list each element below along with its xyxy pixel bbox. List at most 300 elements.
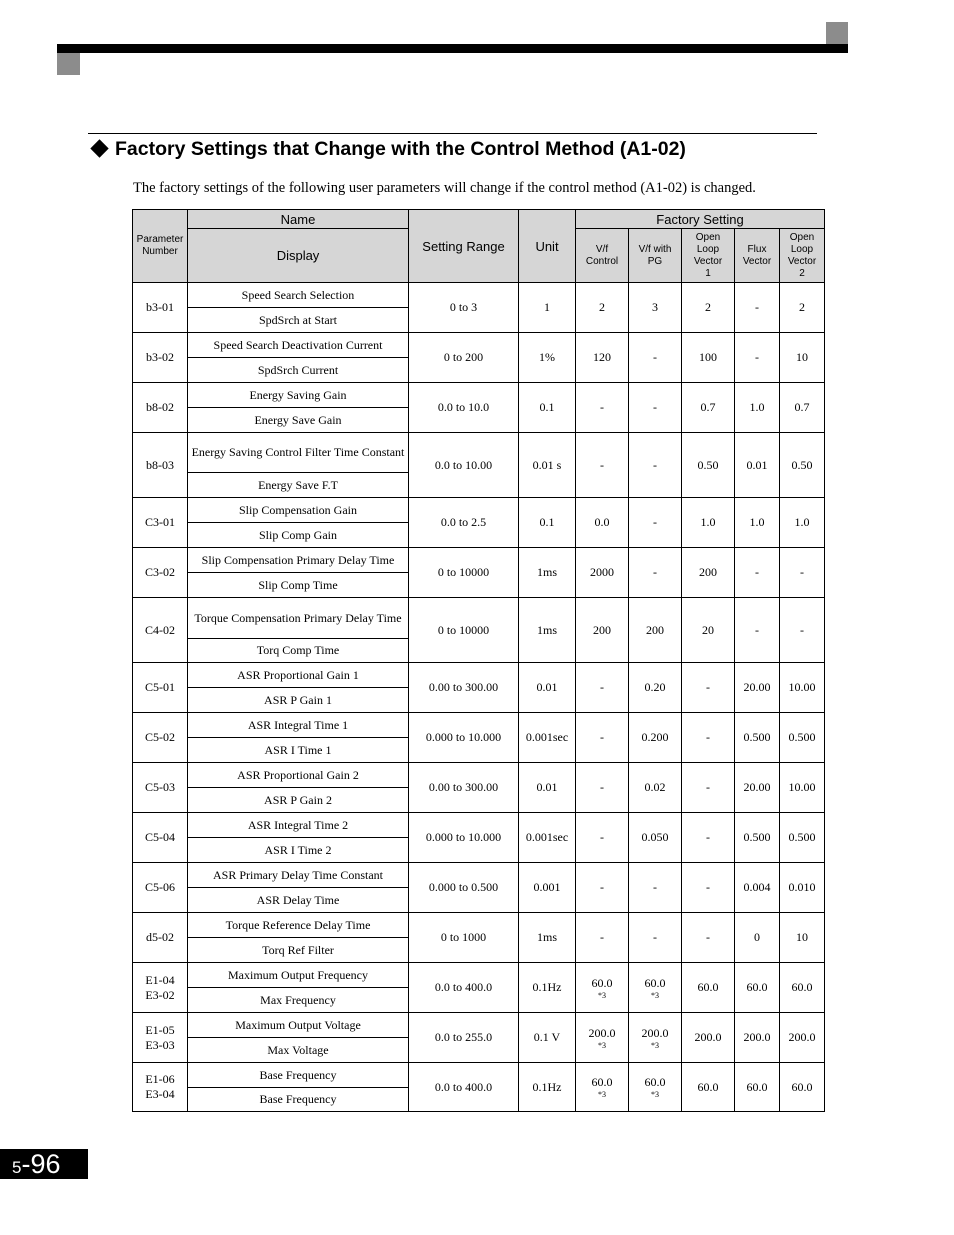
factory-value-text: 0.500 (743, 830, 771, 844)
param-number (133, 763, 188, 813)
param-code: C5-03 (145, 780, 175, 794)
factory-value-text: 200 (646, 622, 664, 637)
footnote-ref: *3 (651, 1090, 659, 1099)
factory-value (735, 433, 780, 498)
factory-value (682, 863, 735, 913)
header-setting-range: Setting Range (409, 210, 519, 283)
param-display: ASR I Time 2 (188, 838, 409, 863)
factory-value-text: 0.050 (641, 830, 669, 844)
param-number (133, 963, 188, 1013)
factory-value (682, 433, 735, 498)
factory-value (682, 1063, 735, 1112)
setting-range: 0.0 to 10.0 (409, 383, 519, 433)
setting-range: 0.000 to 10.000 (409, 813, 519, 863)
unit: 0.001sec (519, 713, 576, 763)
factory-value (682, 598, 735, 663)
setting-range: 0.000 to 0.500 (409, 863, 519, 913)
setting-range: 0.0 to 2.5 (409, 498, 519, 548)
table-row (133, 1013, 825, 1038)
factory-value (735, 598, 780, 663)
param-display: SpdSrch Current (188, 358, 409, 383)
factory-value-text: - (706, 780, 710, 794)
page-number: 5-96 (0, 1149, 88, 1179)
factory-value (735, 383, 780, 433)
factory-value (629, 598, 682, 663)
factory-value (780, 1063, 825, 1112)
factory-value-text: 60.0 (697, 1079, 719, 1094)
factory-value-text: - (653, 457, 657, 472)
factory-value-text: - (755, 300, 759, 314)
setting-range: 0.0 to 400.0 (409, 1063, 519, 1112)
param-code: E3-02 (145, 987, 175, 1002)
factory-value (735, 1013, 780, 1063)
factory-value (682, 283, 735, 333)
factory-value-text: - (706, 680, 710, 694)
param-name: Base Frequency (188, 1063, 409, 1088)
factory-value-text: 20.00 (743, 680, 771, 694)
factory-value-text: - (653, 400, 657, 414)
factory-value-text: 2 (599, 300, 605, 314)
factory-value-text: 0.0 (594, 515, 610, 529)
setting-range: 0 to 10000 (409, 598, 519, 663)
factory-value-text: - (800, 622, 804, 637)
table-row (133, 913, 825, 938)
factory-value-text: 60.0 (644, 975, 666, 990)
factory-value-text: 3 (652, 300, 658, 314)
param-number (133, 433, 188, 498)
factory-value-text: 200.0 (588, 1025, 616, 1040)
table-row (133, 1063, 825, 1088)
factory-value (780, 548, 825, 598)
unit: 0.1 V (519, 1013, 576, 1063)
factory-value (780, 813, 825, 863)
factory-value (780, 598, 825, 663)
unit: 0.1 (519, 498, 576, 548)
factory-value (629, 1013, 682, 1063)
factory-value-text: - (800, 565, 804, 579)
factory-value-text: 60.0 (746, 1079, 768, 1094)
factory-value-text: - (653, 515, 657, 529)
param-display: Slip Comp Gain (188, 523, 409, 548)
factory-value-text: 2 (705, 300, 711, 314)
corner-tab-right (826, 22, 848, 44)
factory-value-text: 0 (754, 930, 760, 944)
factory-value-text: 60.0 (697, 980, 719, 994)
intro-paragraph: The factory settings of the following user parameters will change if the control method (A1-02) is changed. (133, 180, 756, 196)
header-vf-control: V/f Control (576, 229, 629, 283)
factory-value (735, 498, 780, 548)
table-row (133, 813, 825, 838)
factory-value-text: 120 (593, 350, 611, 364)
table-row (133, 763, 825, 788)
param-display: Energy Save Gain (188, 408, 409, 433)
param-display: Torq Comp Time (188, 639, 409, 663)
factory-value (780, 1013, 825, 1063)
param-name: Maximum Output Frequency (188, 963, 409, 988)
factory-value (576, 713, 629, 763)
unit: 1% (519, 333, 576, 383)
param-name: ASR Integral Time 2 (188, 813, 409, 838)
header-unit: Unit (519, 210, 576, 283)
unit: 0.01 (519, 663, 576, 713)
param-number (133, 283, 188, 333)
factory-value (735, 548, 780, 598)
factory-value (780, 713, 825, 763)
factory-value-text: 0.500 (788, 730, 816, 744)
factory-value-text: - (653, 350, 657, 364)
factory-value (629, 813, 682, 863)
param-code: b8-02 (146, 400, 174, 414)
factory-value (576, 763, 629, 813)
param-number (133, 383, 188, 433)
factory-value (682, 1013, 735, 1063)
factory-value (629, 863, 682, 913)
factory-value (682, 713, 735, 763)
param-name: ASR Primary Delay Time Constant (188, 863, 409, 888)
factory-value-text: - (600, 730, 604, 744)
factory-value-text: 1.0 (700, 515, 716, 529)
factory-value (629, 913, 682, 963)
factory-value (780, 333, 825, 383)
header-flux-vector: Flux Vector (735, 229, 780, 283)
table-row (133, 713, 825, 738)
factory-value-text: - (600, 780, 604, 794)
factory-value-text: - (755, 565, 759, 579)
factory-value (682, 548, 735, 598)
factory-value-text: 0.004 (743, 880, 771, 894)
factory-value-text: 0.200 (641, 730, 669, 744)
param-number (133, 1013, 188, 1063)
setting-range: 0.0 to 400.0 (409, 963, 519, 1013)
setting-range: 0 to 1000 (409, 913, 519, 963)
header-open-loop-vector-1: Open Loop Vector 1 (682, 229, 735, 283)
param-name: Slip Compensation Gain (188, 498, 409, 523)
param-name: ASR Proportional Gain 2 (188, 763, 409, 788)
factory-value-text: 10 (796, 930, 808, 944)
setting-range: 0.00 to 300.00 (409, 763, 519, 813)
factory-value-text: 1.0 (749, 515, 765, 529)
factory-value-text: 20 (702, 622, 714, 637)
param-name: Slip Compensation Primary Delay Time (188, 548, 409, 573)
factory-value (735, 813, 780, 863)
factory-value (780, 383, 825, 433)
setting-range: 0 to 200 (409, 333, 519, 383)
param-number (133, 663, 188, 713)
factory-value-text: 60.0 (791, 980, 813, 994)
table-row (133, 863, 825, 888)
factory-value-text: 0.50 (791, 457, 813, 472)
factory-value-text: 60.0 (791, 1079, 813, 1094)
corner-tab-left (57, 53, 80, 75)
factory-value-text: 0.01 (746, 457, 768, 472)
factory-value (682, 913, 735, 963)
factory-value-text: 60.0 (644, 1075, 666, 1089)
factory-value (629, 383, 682, 433)
param-name: Speed Search Deactivation Current (188, 333, 409, 358)
factory-value-text: - (755, 350, 759, 364)
factory-value-text: 2 (799, 300, 805, 314)
heading-rule (88, 133, 817, 134)
factory-value-text: 200 (699, 565, 717, 579)
factory-value (629, 433, 682, 498)
factory-value-text: - (653, 565, 657, 579)
param-display: Max Voltage (188, 1038, 409, 1063)
factory-value (780, 763, 825, 813)
factory-value (576, 863, 629, 913)
param-number (133, 1063, 188, 1112)
factory-value (682, 383, 735, 433)
factory-value-text: - (600, 400, 604, 414)
factory-value (735, 663, 780, 713)
param-number (133, 548, 188, 598)
factory-value-text: 100 (699, 350, 717, 364)
factory-value-text: 200.0 (641, 1025, 669, 1040)
param-name: Energy Saving Gain (188, 383, 409, 408)
footnote-ref: *3 (598, 1040, 606, 1050)
factory-value (629, 713, 682, 763)
setting-range: 0.00 to 300.00 (409, 663, 519, 713)
param-code: b8-03 (146, 457, 174, 472)
factory-value (629, 498, 682, 548)
param-code: E1-04 (145, 972, 175, 987)
header-open-loop-vector-2: Open Loop Vector 2 (780, 229, 825, 283)
unit: 0.001 (519, 863, 576, 913)
factory-value (735, 1063, 780, 1112)
factory-value-text: 0.7 (794, 400, 810, 414)
param-name: Energy Saving Control Filter Time Constant (188, 433, 409, 473)
param-code: E1-06 (145, 1072, 175, 1086)
parameter-table (132, 209, 825, 1112)
factory-value-text: 0.7 (700, 400, 716, 414)
footnote-ref: *3 (651, 1040, 659, 1050)
factory-value (780, 498, 825, 548)
factory-value (780, 283, 825, 333)
footnote-ref: *3 (598, 1090, 606, 1099)
factory-value (682, 663, 735, 713)
factory-value (735, 713, 780, 763)
param-name: ASR Proportional Gain 1 (188, 663, 409, 688)
factory-value (629, 283, 682, 333)
factory-value (576, 383, 629, 433)
param-display: Base Frequency (188, 1088, 409, 1112)
factory-value (629, 963, 682, 1013)
header-parameter-number: Parameter Number (133, 210, 188, 283)
param-code: C5-04 (145, 830, 175, 844)
table-row (133, 383, 825, 408)
param-code: d5-02 (146, 930, 174, 944)
factory-value-text: - (706, 880, 710, 894)
unit: 0.01 s (519, 433, 576, 498)
table-row (133, 598, 825, 639)
factory-value-text: - (755, 622, 759, 637)
param-code: C4-02 (145, 622, 175, 637)
factory-value (576, 333, 629, 383)
factory-value (780, 863, 825, 913)
table-row (133, 963, 825, 988)
setting-range: 0.000 to 10.000 (409, 713, 519, 763)
factory-value-text: 200.0 (743, 1030, 771, 1044)
factory-value (576, 548, 629, 598)
param-code: b3-02 (146, 350, 174, 364)
factory-value (576, 283, 629, 333)
param-code: E1-05 (145, 1022, 175, 1037)
factory-value-text: 10.00 (788, 780, 816, 794)
factory-value-text: 60.0 (591, 975, 613, 990)
setting-range: 0 to 10000 (409, 548, 519, 598)
header-display: Display (188, 229, 409, 283)
table-row (133, 283, 825, 308)
param-display: ASR I Time 1 (188, 738, 409, 763)
param-number (133, 863, 188, 913)
factory-value-text: 200.0 (788, 1030, 816, 1044)
header-vf-with-pg: V/f with PG (629, 229, 682, 283)
param-number (133, 713, 188, 763)
factory-value (780, 963, 825, 1013)
factory-value (682, 763, 735, 813)
factory-value-text: - (600, 457, 604, 472)
factory-value (682, 498, 735, 548)
param-name: Maximum Output Voltage (188, 1013, 409, 1038)
factory-value (735, 283, 780, 333)
factory-value (629, 548, 682, 598)
factory-value (576, 913, 629, 963)
factory-value-text: - (706, 730, 710, 744)
factory-value-text: - (600, 930, 604, 944)
factory-value-text: 1.0 (794, 515, 810, 529)
factory-value (576, 498, 629, 548)
param-code: E3-03 (145, 1037, 175, 1052)
unit: 0.1 (519, 383, 576, 433)
param-name: Speed Search Selection (188, 283, 409, 308)
param-display: Slip Comp Time (188, 573, 409, 598)
param-display: ASR P Gain 1 (188, 688, 409, 713)
factory-value-text: 10 (796, 350, 808, 364)
factory-value (735, 763, 780, 813)
factory-value-text: 200.0 (694, 1030, 722, 1044)
factory-value-text: 0.50 (697, 457, 719, 472)
factory-value (576, 598, 629, 663)
table-row (133, 433, 825, 473)
factory-value-text: - (706, 930, 710, 944)
factory-value-text: - (653, 930, 657, 944)
unit: 1ms (519, 598, 576, 663)
param-display: ASR Delay Time (188, 888, 409, 913)
unit: 0.001sec (519, 813, 576, 863)
param-code: b3-01 (146, 300, 174, 314)
header-factory-setting: Factory Setting (576, 210, 825, 229)
param-code: C5-02 (145, 730, 175, 744)
param-display: ASR P Gain 2 (188, 788, 409, 813)
param-name: Torque Reference Delay Time (188, 913, 409, 938)
factory-value-text: 0.500 (743, 730, 771, 744)
header-name: Name (188, 210, 409, 229)
factory-value-text: - (600, 830, 604, 844)
factory-value (735, 863, 780, 913)
factory-value (780, 913, 825, 963)
setting-range: 0.0 to 255.0 (409, 1013, 519, 1063)
section-heading-text: Factory Settings that Change with the Control Method (A1-02) (115, 138, 686, 160)
factory-value (735, 333, 780, 383)
setting-range: 0.0 to 10.00 (409, 433, 519, 498)
footnote-ref: *3 (598, 990, 606, 1000)
param-number (133, 913, 188, 963)
factory-value-text: - (706, 830, 710, 844)
factory-value (629, 1063, 682, 1112)
factory-value-text: 10.00 (788, 680, 816, 694)
factory-value (576, 1063, 629, 1112)
factory-value (735, 913, 780, 963)
factory-value-text: 60.0 (746, 980, 768, 994)
unit: 0.01 (519, 763, 576, 813)
footnote-ref: *3 (651, 990, 659, 1000)
param-code: C3-01 (145, 515, 175, 529)
factory-value-text: 0.20 (644, 680, 666, 694)
factory-value (780, 433, 825, 498)
factory-value-text: 0.500 (788, 830, 816, 844)
param-display: Max Frequency (188, 988, 409, 1013)
param-display: Torq Ref Filter (188, 938, 409, 963)
factory-value (735, 963, 780, 1013)
factory-value (682, 333, 735, 383)
factory-value (576, 1013, 629, 1063)
factory-value-text: 20.00 (743, 780, 771, 794)
top-rule-bar (57, 44, 848, 53)
section-heading (90, 138, 686, 161)
setting-range: 0 to 3 (409, 283, 519, 333)
factory-value-text: - (653, 880, 657, 894)
factory-value-text: 60.0 (591, 1075, 613, 1089)
factory-value-text: - (600, 880, 604, 894)
factory-value-text: - (600, 680, 604, 694)
factory-value (780, 663, 825, 713)
factory-value-text: 1.0 (749, 400, 765, 414)
param-number (133, 498, 188, 548)
factory-value (629, 663, 682, 713)
param-name: ASR Integral Time 1 (188, 713, 409, 738)
factory-value (576, 433, 629, 498)
table-row (133, 333, 825, 358)
table-row (133, 548, 825, 573)
unit: 0.1Hz (519, 1063, 576, 1112)
param-code: C5-06 (145, 880, 175, 894)
param-display: SpdSrch at Start (188, 308, 409, 333)
param-display: Energy Save F.T (188, 473, 409, 498)
param-code: C3-02 (145, 565, 175, 579)
factory-value (629, 763, 682, 813)
unit: 1ms (519, 548, 576, 598)
diamond-bullet-icon (90, 140, 108, 158)
factory-value (576, 963, 629, 1013)
factory-value-text: 200 (593, 622, 611, 637)
table-row (133, 498, 825, 523)
param-name: Torque Compensation Primary Delay Time (188, 598, 409, 639)
factory-value (576, 813, 629, 863)
factory-value-text: 0.010 (788, 880, 816, 894)
table-row (133, 663, 825, 688)
factory-value (576, 663, 629, 713)
unit: 1 (519, 283, 576, 333)
factory-value-text: 0.02 (644, 780, 666, 794)
factory-value (629, 333, 682, 383)
unit: 0.1Hz (519, 963, 576, 1013)
param-number (133, 333, 188, 383)
factory-value (682, 813, 735, 863)
param-number (133, 813, 188, 863)
param-code: C5-01 (145, 680, 175, 694)
param-code: E3-04 (145, 1087, 175, 1101)
factory-value (682, 963, 735, 1013)
param-number (133, 598, 188, 663)
